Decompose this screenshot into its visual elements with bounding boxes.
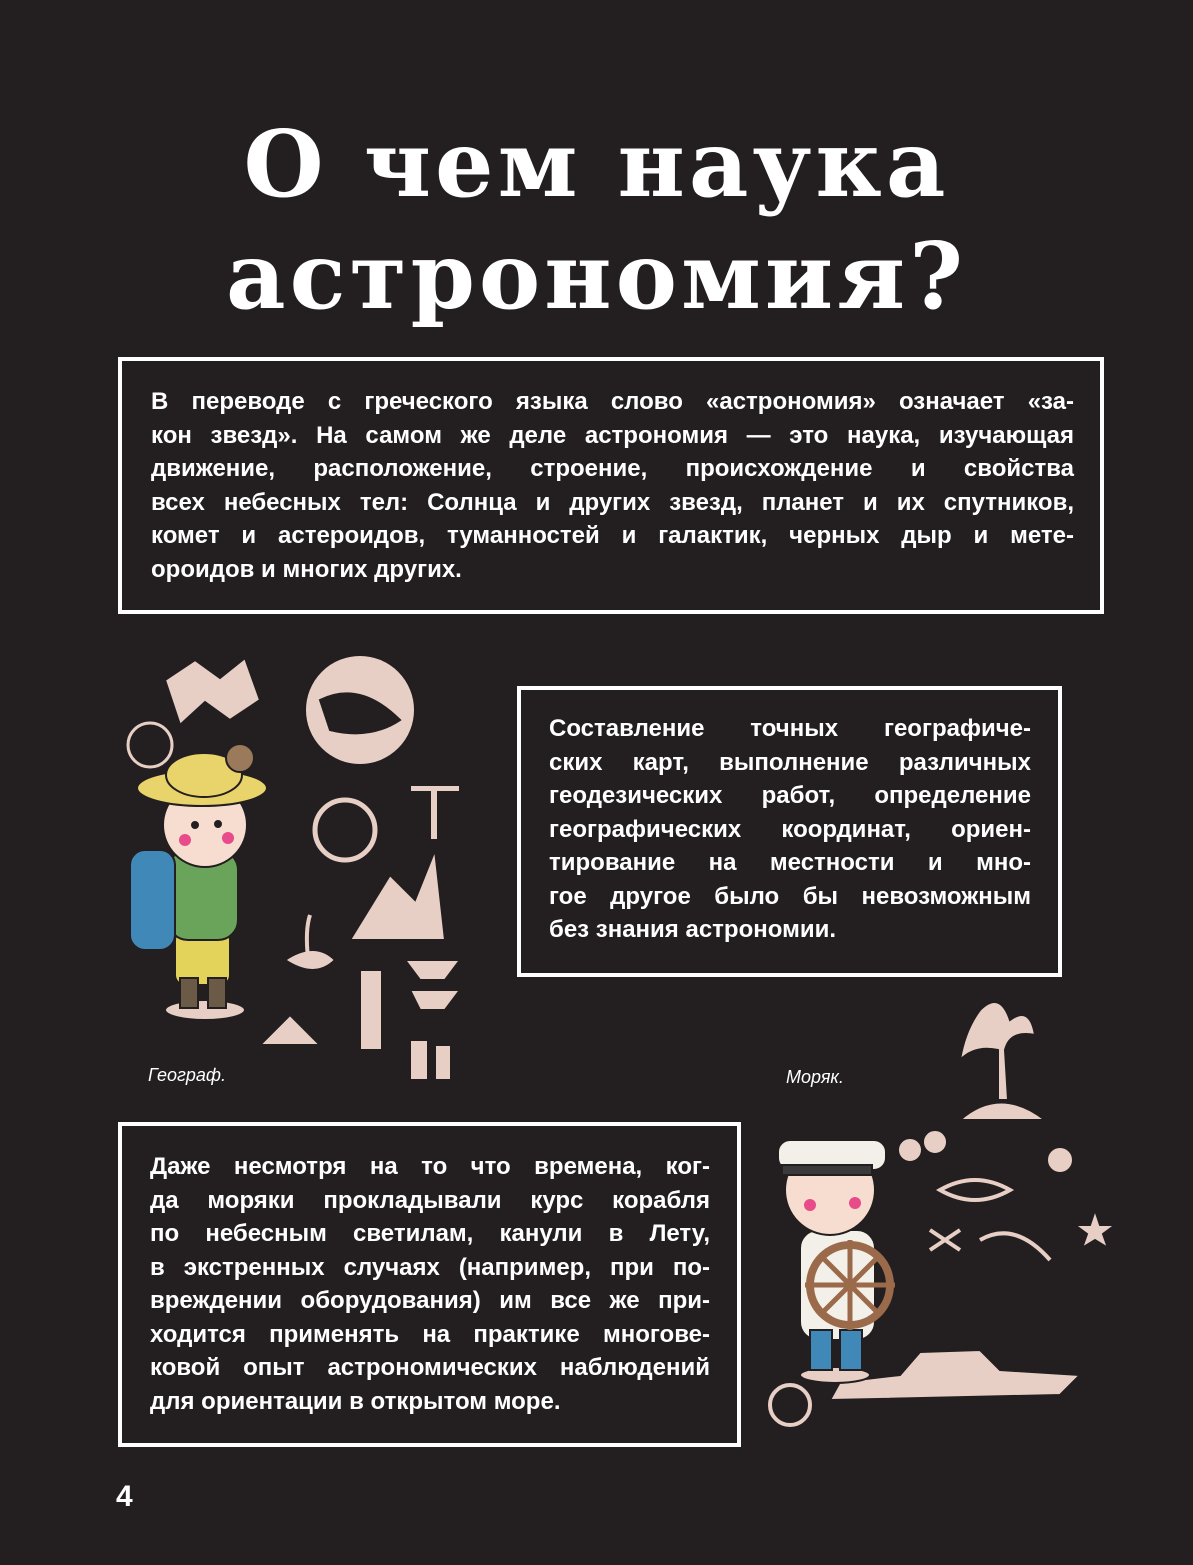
statue-icon [410, 1040, 428, 1080]
text-line: для ориентации в открытом море. [150, 1387, 561, 1415]
palm-island-icon [285, 950, 335, 970]
knot-icon [940, 1180, 1010, 1200]
caption-geographer: Географ. [148, 1065, 226, 1085]
text-line: комет и астероидов, туманностей и галактик, черных дыр и мете- [151, 522, 1074, 549]
mountains-icon [350, 850, 445, 940]
intro-text-box [118, 357, 1104, 614]
monkey-icon [226, 744, 254, 772]
pyramid-icon [260, 1015, 320, 1045]
geographer-illustration [120, 640, 480, 1090]
title-line: О чем наука [243, 110, 950, 218]
binoculars-icon [898, 1138, 922, 1162]
text-line: всех небесных тел: Солнца и других звезд, планет и их спутников, [151, 488, 1074, 516]
caption-sailor: Моряк. [786, 1067, 844, 1087]
sailor-text-box [118, 1122, 741, 1447]
text-line: вреждении оборудования) им все же при- [150, 1287, 710, 1314]
tower-icon [360, 970, 382, 1050]
text-line: ских карт, выполнение различных [549, 748, 1031, 776]
text-line: да моряки прокладывали курс корабля [150, 1186, 710, 1214]
text-line: Составление точных географиче- [549, 715, 1031, 742]
starfish-icon [1075, 1210, 1115, 1248]
ship-wheel-icon [315, 800, 375, 860]
palm-tree-icon [960, 1002, 1035, 1100]
christ-statue-icon [410, 785, 460, 840]
text-line: движение, расположение, строение, происхождение и свойства [151, 455, 1074, 482]
pagoda-icon [405, 960, 460, 1010]
ship-wheel-icon [770, 1385, 810, 1425]
geography-text-box [517, 686, 1062, 977]
character-shadow [165, 1000, 245, 1020]
text-line: без знания астрономии. [549, 916, 837, 943]
text-line: геодезических работ, определение [549, 782, 1031, 809]
page-title [0, 108, 1193, 332]
text-line: кон звезд». На самом же деле астрономия — это наука, изучающая [151, 421, 1074, 449]
compass-icon [128, 723, 172, 767]
page-number: 4 [116, 1480, 133, 1513]
island-icon [960, 1103, 1045, 1121]
text-line: ковой опыт астрономических наблюдений [150, 1354, 710, 1381]
text-line: в экстренных случаях (например, при по- [150, 1253, 710, 1281]
title-line: астрономия? [225, 222, 968, 330]
text-line: ходится применять на практике многове- [150, 1320, 710, 1348]
text-line: географических координат, ориен- [549, 815, 1031, 843]
text-line: Даже несмотря на то что времена, ког- [150, 1153, 710, 1180]
text-line: тирование на местности и мно- [549, 849, 1031, 876]
map-icon [165, 658, 260, 725]
shell-icon [1047, 1147, 1073, 1173]
text-line: гое другое было бы невозможным [549, 882, 1031, 910]
sailor-illustration [760, 990, 1120, 1440]
text-line: ороидов и многих других. [151, 555, 462, 583]
text-line: В переводе с греческого языка слово «астрономия» означает «за- [151, 388, 1074, 415]
text-line: по небесным светилам, канули в Лету, [150, 1220, 710, 1247]
